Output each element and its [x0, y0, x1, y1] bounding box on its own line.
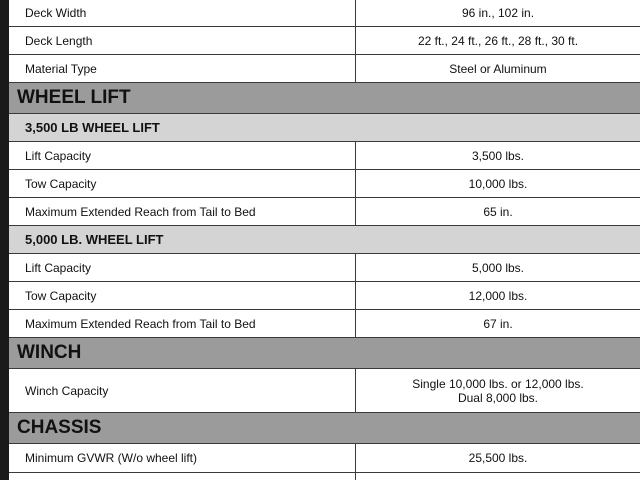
- row-label: Maximum Extended Reach from Tail to Bed: [9, 310, 356, 337]
- subsection-header: 5,000 LB. WHEEL LIFT: [9, 226, 640, 254]
- row-value: 10,000 lbs.: [468, 176, 528, 191]
- row-value: Steel or Aluminum: [449, 61, 547, 76]
- row-label: Minimum GVWR (W/o wheel lift): [9, 444, 356, 472]
- row-value: [356, 369, 640, 412]
- table-row: [9, 0, 640, 27]
- row-value: 3,500 lbs.: [471, 148, 525, 163]
- table-row: [9, 170, 640, 198]
- row-value: 65 in.: [483, 204, 513, 219]
- table-row: [9, 369, 640, 413]
- row-label: Tow Capacity: [9, 282, 356, 309]
- table-row: [9, 310, 640, 338]
- table-row: [9, 282, 640, 310]
- table-row: [9, 444, 640, 473]
- subsection-header: 3,500 LB WHEEL LIFT: [9, 114, 640, 142]
- row-label: Maximum Extended Reach from Tail to Bed: [9, 198, 356, 225]
- table-row: [9, 142, 640, 170]
- table-row: [9, 55, 640, 83]
- row-value: 67 in.: [483, 316, 513, 331]
- row-value: 12,000 lbs.: [468, 288, 528, 303]
- row-value-line: Dual 8,000 lbs.: [457, 390, 539, 405]
- row-label-empty: [9, 473, 356, 480]
- row-value: 22 ft., 24 ft., 26 ft., 28 ft., 30 ft.: [417, 33, 579, 48]
- row-value-empty: [356, 473, 640, 480]
- row-value: 96 in., 102 in.: [461, 6, 535, 20]
- row-label: Lift Capacity: [9, 142, 356, 169]
- table-row: [9, 27, 640, 55]
- row-label: Deck Length: [9, 27, 356, 54]
- table-row-partial: [9, 473, 640, 480]
- spec-table: [9, 0, 640, 480]
- row-label: Material Type: [9, 55, 356, 82]
- section-header-chassis: CHASSIS: [9, 413, 640, 444]
- table-row: [9, 198, 640, 226]
- row-label: Winch Capacity: [9, 369, 356, 412]
- section-header-winch: WINCH: [9, 338, 640, 369]
- section-header-wheel-lift: WHEEL LIFT: [9, 83, 640, 114]
- row-value: 25,500 lbs.: [468, 451, 528, 465]
- table-row: [9, 254, 640, 282]
- row-value-line: Single 10,000 lbs. or 12,000 lbs.: [412, 376, 584, 391]
- row-label: Tow Capacity: [9, 170, 356, 197]
- row-label: Lift Capacity: [9, 254, 356, 281]
- left-edge-bar: [0, 0, 9, 480]
- row-value: 5,000 lbs.: [471, 260, 525, 275]
- row-label: Deck Width: [9, 0, 356, 26]
